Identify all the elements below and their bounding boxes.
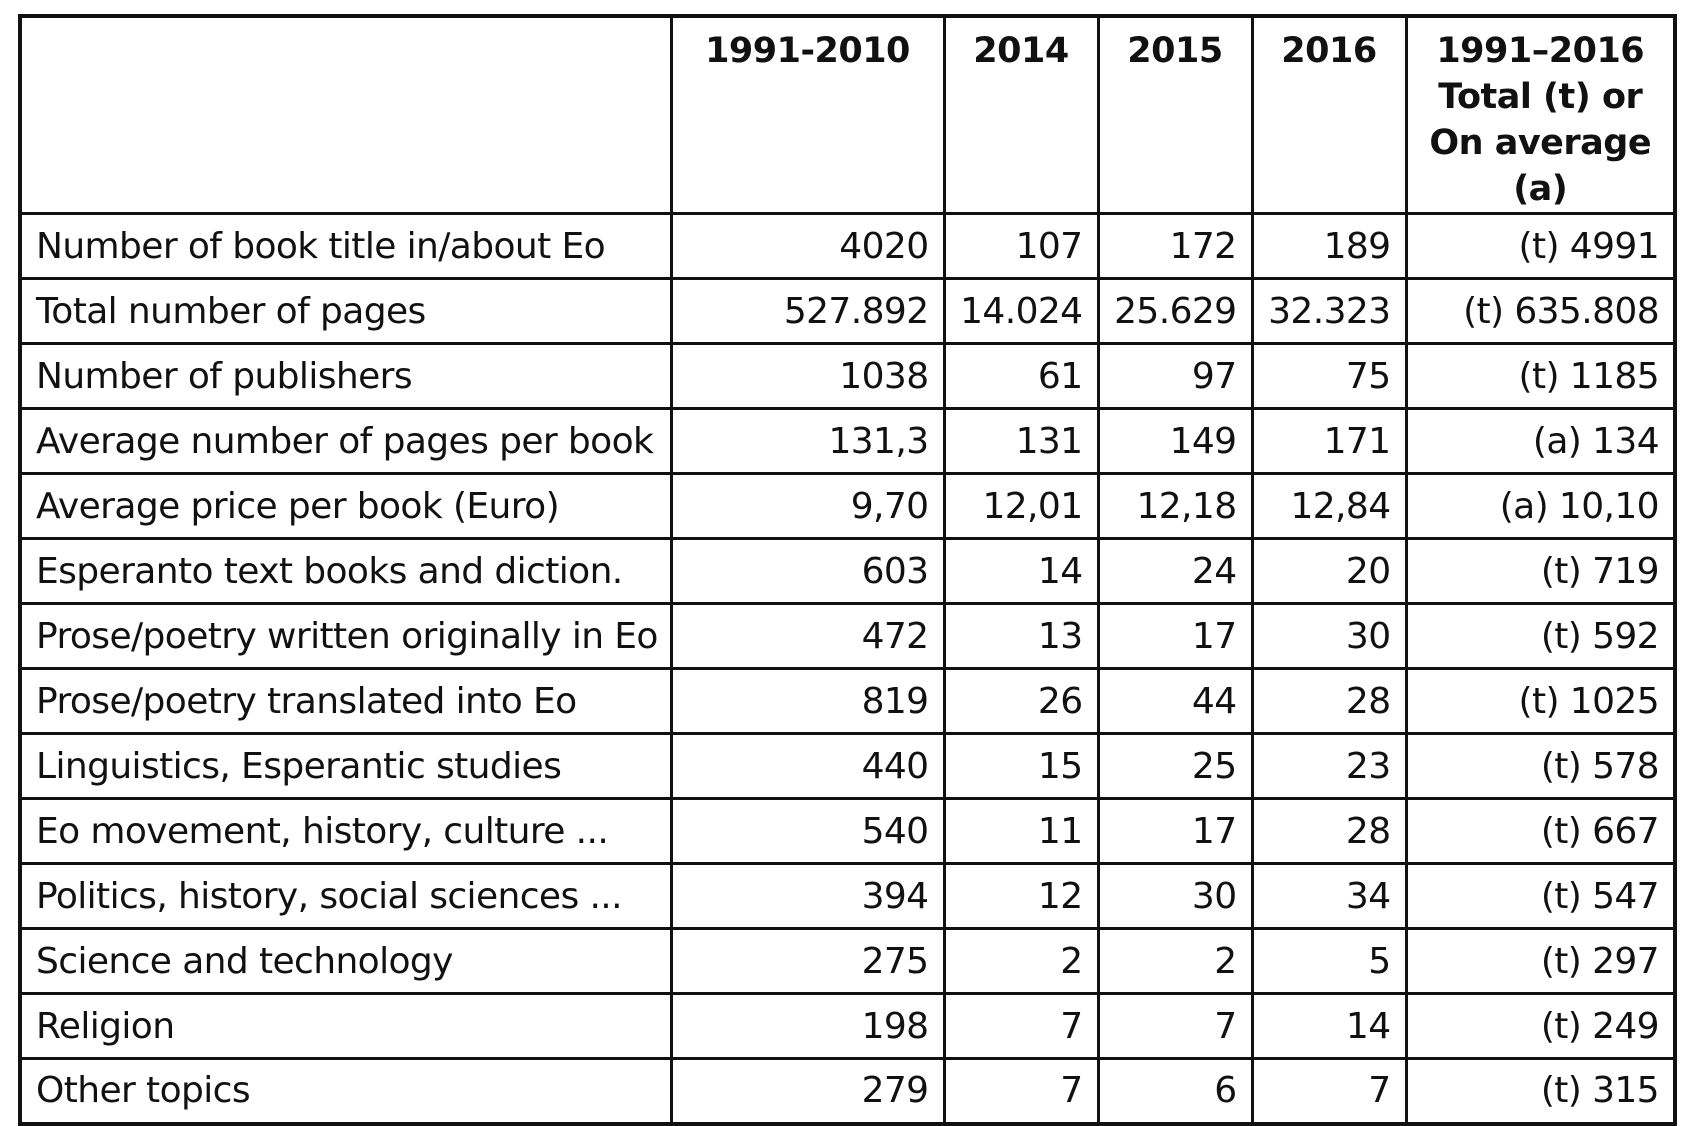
cell-1991-2010: 472	[671, 604, 944, 669]
header-2015: 2015	[1098, 16, 1252, 214]
cell-2015: 172	[1098, 214, 1252, 279]
cell-total: (t) 1185	[1406, 344, 1675, 409]
row-label: Prose/poetry written originally in Eo	[20, 604, 671, 669]
cell-2015: 30	[1098, 864, 1252, 929]
cell-2016: 75	[1252, 344, 1406, 409]
cell-2015: 25	[1098, 734, 1252, 799]
cell-2015: 17	[1098, 604, 1252, 669]
cell-2015: 44	[1098, 669, 1252, 734]
cell-2016: 23	[1252, 734, 1406, 799]
row-label: Number of book title in/about Eo	[20, 214, 671, 279]
table-row	[20, 799, 1675, 864]
cell-2015: 24	[1098, 539, 1252, 604]
table-row	[20, 669, 1675, 734]
header-label-blank	[20, 16, 671, 214]
cell-2016: 20	[1252, 539, 1406, 604]
cell-2014: 13	[944, 604, 1098, 669]
cell-2014: 7	[944, 1059, 1098, 1124]
table-row	[20, 929, 1675, 994]
cell-2014: 12	[944, 864, 1098, 929]
cell-2016: 28	[1252, 669, 1406, 734]
cell-2015: 2	[1098, 929, 1252, 994]
cell-total: (a) 134	[1406, 409, 1675, 474]
header-1991-2010: 1991-2010	[671, 16, 944, 214]
header-total-line2: Total (t) or	[1438, 77, 1643, 117]
cell-2014: 26	[944, 669, 1098, 734]
cell-2014: 12,01	[944, 474, 1098, 539]
table-row	[20, 474, 1675, 539]
row-label: Esperanto text books and diction.	[20, 539, 671, 604]
cell-2015: 17	[1098, 799, 1252, 864]
cell-2016: 5	[1252, 929, 1406, 994]
cell-total: (t) 592	[1406, 604, 1675, 669]
cell-2016: 171	[1252, 409, 1406, 474]
header-total-line3: On average (a)	[1429, 123, 1652, 209]
row-label: Science and technology	[20, 929, 671, 994]
cell-2015: 149	[1098, 409, 1252, 474]
cell-2014: 11	[944, 799, 1098, 864]
row-label: Religion	[20, 994, 671, 1059]
cell-2016: 189	[1252, 214, 1406, 279]
book-statistics-table	[18, 14, 1677, 1126]
cell-2014: 14	[944, 539, 1098, 604]
cell-2016: 34	[1252, 864, 1406, 929]
cell-2014: 2	[944, 929, 1098, 994]
cell-2015: 6	[1098, 1059, 1252, 1124]
table-row	[20, 409, 1675, 474]
row-label: Average price per book (Euro)	[20, 474, 671, 539]
header-2016: 2016	[1252, 16, 1406, 214]
cell-2015: 97	[1098, 344, 1252, 409]
table-row	[20, 994, 1675, 1059]
cell-1991-2010: 1038	[671, 344, 944, 409]
cell-2014: 14.024	[944, 279, 1098, 344]
cell-2014: 107	[944, 214, 1098, 279]
cell-1991-2010: 198	[671, 994, 944, 1059]
cell-1991-2010: 279	[671, 1059, 944, 1124]
table-body	[20, 214, 1675, 1124]
cell-2015: 7	[1098, 994, 1252, 1059]
cell-2014: 131	[944, 409, 1098, 474]
table-header	[20, 16, 1675, 214]
cell-1991-2010: 540	[671, 799, 944, 864]
row-label: Eo movement, history, culture ...	[20, 799, 671, 864]
cell-total: (t) 667	[1406, 799, 1675, 864]
cell-total: (t) 719	[1406, 539, 1675, 604]
row-label: Average number of pages per book	[20, 409, 671, 474]
cell-1991-2010: 603	[671, 539, 944, 604]
cell-2016: 7	[1252, 1059, 1406, 1124]
header-row	[20, 16, 1675, 214]
cell-2014: 61	[944, 344, 1098, 409]
header-total	[1406, 16, 1675, 214]
table-row	[20, 214, 1675, 279]
cell-1991-2010: 394	[671, 864, 944, 929]
cell-total: (t) 635.808	[1406, 279, 1675, 344]
cell-1991-2010: 9,70	[671, 474, 944, 539]
table-row	[20, 279, 1675, 344]
cell-2014: 7	[944, 994, 1098, 1059]
table-row	[20, 604, 1675, 669]
cell-1991-2010: 819	[671, 669, 944, 734]
row-label: Linguistics, Esperantic studies	[20, 734, 671, 799]
row-label: Total number of pages	[20, 279, 671, 344]
cell-2016: 32.323	[1252, 279, 1406, 344]
cell-2016: 12,84	[1252, 474, 1406, 539]
cell-2015: 12,18	[1098, 474, 1252, 539]
cell-total: (t) 249	[1406, 994, 1675, 1059]
cell-total: (t) 547	[1406, 864, 1675, 929]
cell-2016: 30	[1252, 604, 1406, 669]
row-label: Prose/poetry translated into Eo	[20, 669, 671, 734]
cell-1991-2010: 440	[671, 734, 944, 799]
row-label: Other topics	[20, 1059, 671, 1124]
cell-2015: 25.629	[1098, 279, 1252, 344]
table-row	[20, 539, 1675, 604]
header-2014: 2014	[944, 16, 1098, 214]
cell-total: (a) 10,10	[1406, 474, 1675, 539]
cell-total: (t) 1025	[1406, 669, 1675, 734]
cell-2016: 28	[1252, 799, 1406, 864]
row-label: Politics, history, social sciences ...	[20, 864, 671, 929]
table-row	[20, 864, 1675, 929]
cell-2014: 15	[944, 734, 1098, 799]
cell-1991-2010: 527.892	[671, 279, 944, 344]
cell-2016: 14	[1252, 994, 1406, 1059]
cell-1991-2010: 131,3	[671, 409, 944, 474]
row-label: Number of publishers	[20, 344, 671, 409]
cell-total: (t) 315	[1406, 1059, 1675, 1124]
table-row	[20, 1059, 1675, 1124]
header-total-line1: 1991–2016	[1436, 31, 1645, 71]
table-row	[20, 344, 1675, 409]
cell-total: (t) 4991	[1406, 214, 1675, 279]
cell-total: (t) 297	[1406, 929, 1675, 994]
cell-1991-2010: 4020	[671, 214, 944, 279]
table-row	[20, 734, 1675, 799]
cell-1991-2010: 275	[671, 929, 944, 994]
cell-total: (t) 578	[1406, 734, 1675, 799]
